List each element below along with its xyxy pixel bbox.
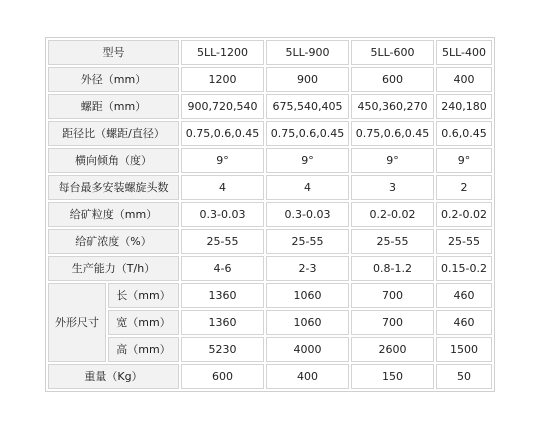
row-label: 重量（Kg）	[48, 364, 179, 389]
cell-value: 1060	[266, 283, 349, 308]
row-label: 长（mm）	[108, 283, 179, 308]
table-row	[48, 283, 492, 308]
cell-value: 0.75,0.6,0.45	[266, 121, 349, 146]
cell-value: 3	[351, 175, 434, 200]
cell-value: 2	[436, 175, 492, 200]
row-label: 距径比（螺距/直径）	[48, 121, 179, 146]
cell-value: 1500	[436, 337, 492, 362]
table-row	[48, 310, 492, 335]
table-row	[48, 364, 492, 389]
cell-value: 900,720,540	[181, 94, 264, 119]
row-label: 给矿浓度（%）	[48, 229, 179, 254]
cell-value: 4	[181, 175, 264, 200]
cell-value: 1200	[181, 67, 264, 92]
cell-value: 450,360,270	[351, 94, 434, 119]
model-name: 5LL-900	[266, 40, 349, 65]
cell-value: 460	[436, 310, 492, 335]
cell-value: 0.2-0.02	[351, 202, 434, 227]
table-row	[48, 94, 492, 119]
cell-value: 0.15-0.2	[436, 256, 492, 281]
cell-value: 700	[351, 310, 434, 335]
cell-value: 4	[266, 175, 349, 200]
cell-value: 4000	[266, 337, 349, 362]
row-label: 生产能力（T/h）	[48, 256, 179, 281]
cell-value: 150	[351, 364, 434, 389]
row-label: 宽（mm）	[108, 310, 179, 335]
cell-value: 0.3-0.03	[266, 202, 349, 227]
cell-value: 675,540,405	[266, 94, 349, 119]
table-row	[48, 148, 492, 173]
cell-value: 25-55	[266, 229, 349, 254]
cell-value: 25-55	[181, 229, 264, 254]
cell-value: 5230	[181, 337, 264, 362]
model-header-label: 型号	[48, 40, 179, 65]
row-label: 给矿粒度（mm）	[48, 202, 179, 227]
cell-value: 9°	[181, 148, 264, 173]
model-name: 5LL-1200	[181, 40, 264, 65]
cell-value: 460	[436, 283, 492, 308]
table-row	[48, 67, 492, 92]
table-row	[48, 121, 492, 146]
cell-value: 0.3-0.03	[181, 202, 264, 227]
cell-value: 0.75,0.6,0.45	[351, 121, 434, 146]
cell-value: 1360	[181, 283, 264, 308]
table-row	[48, 229, 492, 254]
cell-value: 0.2-0.02	[436, 202, 492, 227]
cell-value: 0.75,0.6,0.45	[181, 121, 264, 146]
cell-value: 25-55	[436, 229, 492, 254]
cell-value: 4-6	[181, 256, 264, 281]
cell-value: 240,180	[436, 94, 492, 119]
cell-value: 50	[436, 364, 492, 389]
cell-value: 9°	[266, 148, 349, 173]
cell-value: 0.8-1.2	[351, 256, 434, 281]
cell-value: 1060	[266, 310, 349, 335]
dimensions-group-label: 外形尺寸	[48, 283, 106, 362]
cell-value: 900	[266, 67, 349, 92]
cell-value: 0.6,0.45	[436, 121, 492, 146]
table-row	[48, 337, 492, 362]
cell-value: 400	[266, 364, 349, 389]
cell-value: 700	[351, 283, 434, 308]
cell-value: 600	[181, 364, 264, 389]
row-label: 高（mm）	[108, 337, 179, 362]
cell-value: 2600	[351, 337, 434, 362]
cell-value: 600	[351, 67, 434, 92]
cell-value: 400	[436, 67, 492, 92]
row-label: 横向倾角（度）	[48, 148, 179, 173]
model-name: 5LL-600	[351, 40, 434, 65]
table-row	[48, 256, 492, 281]
cell-value: 2-3	[266, 256, 349, 281]
table-header-row	[48, 40, 492, 65]
spec-table	[45, 37, 495, 392]
row-label: 外径（mm）	[48, 67, 179, 92]
model-name: 5LL-400	[436, 40, 492, 65]
row-label: 螺距（mm）	[48, 94, 179, 119]
table-row	[48, 202, 492, 227]
table-row	[48, 175, 492, 200]
cell-value: 25-55	[351, 229, 434, 254]
cell-value: 9°	[436, 148, 492, 173]
cell-value: 9°	[351, 148, 434, 173]
row-label: 每台最多安装螺旋头数	[48, 175, 179, 200]
cell-value: 1360	[181, 310, 264, 335]
